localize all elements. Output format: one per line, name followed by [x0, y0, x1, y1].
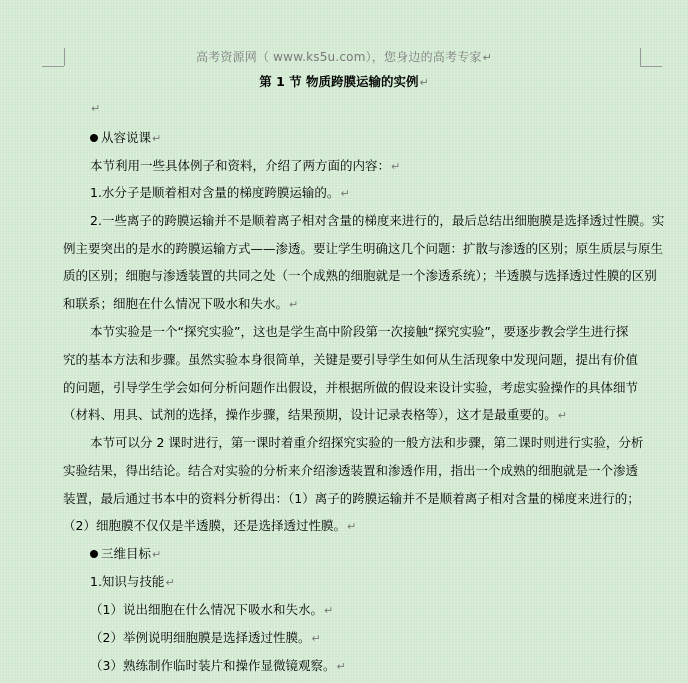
bullet-icon	[90, 134, 98, 142]
body-line: 例主要突出的是水的跨膜运输方式——渗透。要让学生明确这几个问题：扩散与渗透的区别；原生质层与原生	[63, 241, 664, 256]
body-line: 1.水分子是顺着相对含量的梯度跨膜运输的。↵	[90, 185, 350, 200]
body-line: 2.一些离子的跨膜运输并不是顺着离子相对含量的梯度来进行的，最后总结出细胞膜是选择透过性膜。实	[90, 213, 665, 228]
bullet-icon	[90, 550, 98, 558]
body-line: 装置，最后通过书本中的资料分析得出：（1）离子的跨膜运输并不是顺着离子相对含量的梯度来进行的；	[63, 491, 640, 506]
body-line: （2）细胞膜不仅仅是半透膜，还是选择透过性膜。↵	[63, 518, 357, 533]
goal-line: （3）熟练制作临时装片和操作显微镜观察。↵	[90, 658, 346, 673]
margin-corner-left-h	[42, 66, 64, 67]
section-heading-2: 三维目标↵	[90, 544, 161, 562]
body-line: 质的区别；细胞与渗透装置的共同之处（一个成熟的细胞就是一个渗透系统）；半透膜与选择透过性膜的区别	[63, 268, 657, 283]
body-line: 本节实验是一个“探究实验”，这也是学生高中阶段第一次接触“探究实验”，要逐步教会学生进行探	[90, 324, 629, 339]
body-line: 实验结果，得出结论。结合对实验的分析来介绍渗透装置和渗透作用，指出一个成熟的细胞就是一个渗透	[63, 463, 639, 478]
empty-paragraph: ↵	[91, 102, 101, 115]
body-line: （材料、用具、试剂的选择，操作步骤，结果预期，设计记录表格等），这才是最重要的。↵	[63, 407, 567, 422]
body-line: 究的基本方法和步骤。虽然实验本身很简单，关键是要引导学生如何从生活现象中发现问题，提出有价值	[63, 352, 639, 367]
section-heading-1: 从容说课↵	[90, 128, 161, 146]
margin-corner-right-h	[640, 66, 662, 67]
body-line: 的问题，引导学生学会如何分析问题作出假设，并根据所做的假设来设计实验，考虑实验操作的具体细节	[63, 380, 639, 395]
goal-line: 1.知识与技能↵	[90, 574, 175, 589]
section-title: 第 1 节 物质跨膜运输的实例↵	[259, 74, 429, 89]
page-header: 高考资源网（ www.ks5u.com），您身边的高考专家↵	[195, 50, 493, 64]
body-line: 和联系；细胞在什么情况下吸水和失水。↵	[63, 296, 299, 311]
goal-line: （1）说出细胞在什么情况下吸水和失水。↵	[90, 602, 334, 617]
body-line: 本节可以分 2 课时进行，第一课时着重介绍探究实验的一般方法和步骤，第二课时则进行实验，分析	[90, 435, 644, 450]
goal-line: （2）举例说明细胞膜是选择透过性膜。↵	[90, 630, 321, 645]
body-line: 本节利用一些具体例子和资料，介绍了两方面的内容：↵	[90, 158, 401, 173]
